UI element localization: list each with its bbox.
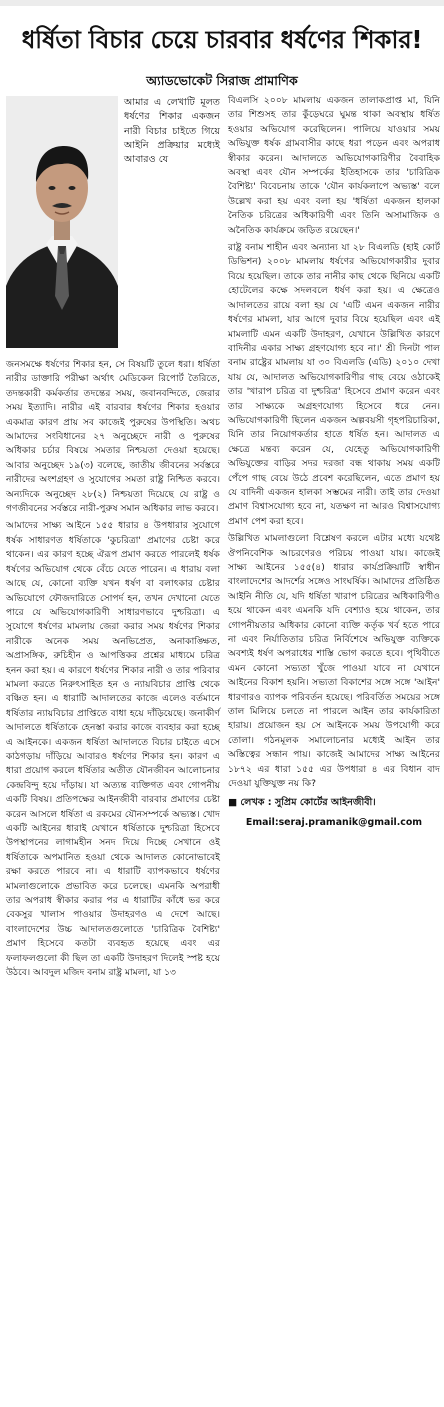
paragraph: আমাদের সাক্ষ্য আইনে ১৫৫ ধারার ৪ উপধারার সুযোগে ধর্ষক সাধারণত ধর্ষিতাকে 'কুচরিত্রা' প্রমাণের চেষ্টা করে থাকেন। এর কারণ হচ্ছে ঐরূপ প্রমাণ করতে পারলেই ধর্ষক ধর্ষণের অভিযোগ থেকে বেঁচে যেতে পারেন। এ ধারায় বলা আছে যে, কোনো ব্যক্তি যখন ধর্ষণ বা বলাৎকার চেষ্টার অভিযোগে ফৌজদারিতে সোপর্দ হন, তখন দেখানো যেতে পারে যে অভিযোগকারিণী সাধারণভাবে দুশ্চরিত্রা। এ সুযোগে ধর্ষণের মামলায় জেরা করার সময় ধর্ষণের শিকার নারীকে অনেক সময় অনভিপ্রেত, অনাকাঙ্ক্ষিত, অপ্রাসঙ্গিক, রুচিহীন ও আপত্তিকর প্রশ্নের মাধ্যমে চরিত্র হনন করা হয়। এ কারণে ধর্ষণের শিকার নারী ও তার পরিবার মামলা করতে নিরুৎসাহিত হন ও ন্যায়বিচার প্রাপ্তি থেকে বঞ্চিত হন। এ ধারাটি আদালতের কাজে এলেও বর্তমানে ধর্ষিতার ন্যায়বিচার প্রাপ্তিতে বাধা হয়ে দাঁড়িয়েছে। জনাকীর্ণ আদালতে ধর্ষিতাকে হেনস্তা করার কাজে ব্যবহার করা হচ্ছে এ আইনকে। একজন ধর্ষিতা আদালতে বিচার চাইতে এসে কাঠগড়ায় দাঁড়িয়ে আবারও ধর্ষণের শিকার হন। কারণ এ ধারা প্রয়োগ করলে ধর্ষিতার অতীত যৌনজীবন আলোচনার কেন্দ্রবিন্দু হয়ে দাঁড়ায়। যা অত্যন্ত ব্যক্তিগত এবং গোপনীয় একটি বিষয়। প্রতিপক্ষের আইনজীবী বারবার প্রমাণের চেষ্টা করেন আসলে ধর্ষিতা এ রকমের যৌনসম্পর্কে অভ্যস্ত। খোদ একটি আইনের ধারাই যেখানে ধর্ষিতাকে দুশ্চরিত্রা হিসেবে উপস্থাপনের লাগামহীন সনদ দিয়ে দিচ্ছে সেখানে ওই ধর্ষিতাকে অপমানিত হওয়া থেকে আদালত কোনোভাবেই রক্ষা করতে পারবে না। এ ধারাটি ব্যাপকভাবে ধর্ষণের মামলাগুলোকে প্রভাবিত করে চলেছে। এমনকি অপরাধী তার অপরাধ স্বীকার করার পর এ ধারাটির কাঁধে ভর করে বেকসুর খালাস পাওয়ার উদাহরণও এ দেশে আছে। বাংলাদেশের উচ্চ আদালতগুলোতে 'চারিত্রিক বৈশিষ্ট্য' প্রমাণ হিসেবে কতটা ব্যবহৃত হয়েছে এবং এর ফলাফলগুলো কী ছিল তা একটি উদাহরণ দিলেই স্পষ্ট হয়ে উঠবে। আবদুল মজিদ বনাম রাষ্ট্র মামলা, যা ১৩	[6, 520, 220, 979]
author-note: ■ লেখক : সুপ্রিম কোর্টের আইনজীবী।	[228, 796, 376, 808]
paragraph: উল্লিখিত মামলাগুলো বিশ্লেষণ করলে এটার মধ্যে যথেষ্ট ঔপনিবেশিক আচরণেরও পরিচয় পাওয়া যায়। কাজেই সাক্ষ্য আইনের ১৫৫(৪) ধারার কার্যপ্রক্রিয়াটি স্বাধীন বাংলাদেশের আদর্শের সঙ্গেও সাংঘর্ষিক। আমাদের প্রতিষ্ঠিত আইনি নীতি যে, যদি ধর্ষিতা খারাপ চরিত্রের অধিকারিণীও হয়ে থাকেন এবং এমনকি যদি বেশ্যাও হয়ে থাকেন, তার গোপনীয়তার অধিকার কোনো ব্যক্তি কর্তৃক খর্ব হতে পারে না এবং নির্যাতিতার চরিত্র নির্বিশেষে অভিযুক্ত ব্যক্তিকে অবশ্যই ধর্ষণ অপরাধের শাস্তি ভোগ করতে হবে। পৃথিবীতে এমন কোনো সভ্যতা খুঁজে পাওয়া যাবে না যেখানে আইনের বিকাশ হয়নি। সভ্যতা বিকাশের সঙ্গে সঙ্গে 'আইন' ধারণারও ব্যাপক পরিবর্তন হয়েছে। পরিবর্তিত সময়ের সঙ্গে তাল মিলিয়ে চলতে না পারলে আইন তার কার্যকারিতা হারায়। প্রয়োজন হয় সে আইনকে সময় উপযোগী করে তোলা। গঠনমূলক সমালোচনার মধ্যেই আইন তার অস্তিত্বের সন্ধান পায়। কাজেই আমাদের সাক্ষ্য আইনের ১৮৭২ এর ধারা ১৫৫ এর উপধারা ৪ এর বিধান বাদ দেওয়া যুক্তিযুক্ত নয় কি?	[228, 533, 440, 790]
author-photo	[6, 96, 118, 348]
paragraph: রাষ্ট্র বনাম শাহীন এবং অন্যান্য যা ২৮ বিএলডি (হাই কোর্ট ডিভিশন) ২০০৮ মামলায় ধর্ষণের অভিযোগকারীর দুবার বিয়ে হয়েছিল। তাকে তার নানীর কাছ থেকে ছিনিয়ে একটি হোটেলের কক্ষে সদলবলে ধর্ষণ করা হয়। এ ক্ষেত্রেও আদালতের রায়ে বলা হয় যে 'এটি এমন একজন নারীর ধর্ষণের মামলা, যার আগে দুবার বিয়ে হয়েছিল এবং এই মামলাটি এমন একটি উদাহরণ, যেখানে উল্লিখিত কারণে বাদিনীর একার সাক্ষ্য গ্রহণযোগ্য হবে না।' শ্রী দিনটা পাল বনাম রাষ্ট্রের মামলায় যা ৩০ বিএলডি (এডি) ২০১০ দেখা যায় যে, আদালত অভিযোগকারিণীর গাছ বেয়ে ওঠাকেই তার 'খারাপ চরিত্র বা দুশ্চরিত্র' হিসেবে প্রমাণ করেন এবং তার সাক্ষ্যকে অগ্রহণযোগ্য হিসেবে ধরে নেন। অভিযোগকারিণী ছিলেন একজন অল্পবয়সী গৃহপরিচারিকা, যিনি তার নিয়োগকর্তার হাতে ধর্ষিত হন। আদালত এ ক্ষেত্রে মন্তব্য করেন যে, যেহেতু অভিযোগকারিণী অভিযুক্তের বাড়ির সদর দরজা বন্ধ থাকায় সময় একটি পেঁপে গাছ বেয়ে উঠে প্রবেশ করেছিলেন, এতে প্রমাণ হয় যে বাদিনী একজন হালকা সম্ভমের নারী। তাই তার দেওয়া প্রমাণ বিশ্বাসযোগ্য হবে না, যতক্ষণ না আরও বিশ্বাসযোগ্য প্রমাণ পেশ করা হবে।	[228, 242, 440, 527]
article-right-column	[228, 94, 440, 1374]
author-byline: অ্যাডভোকেট সিরাজ প্রামাণিক	[146, 73, 298, 88]
article-intro	[124, 96, 220, 356]
author-email: Email:seraj.pramanik@gmail.com	[245, 816, 423, 828]
intro-text: আমার এ লেখাটি মূলত ধর্ষণের শিকার একজন নারী বিচার চাইতে গিয়ে আইনি প্রক্রিয়ার মধ্যেই আবারও যে	[124, 97, 220, 166]
article-left-column	[6, 358, 220, 1398]
paragraph: জনসমক্ষে ধর্ষণের শিকার হন, সে বিষয়টি তুলে ধরা। ধর্ষিতা নারীর ডাক্তারি পরীক্ষা অর্থাৎ মেডিকেল রিপোর্ট তৈরিতে, তদন্তকারী কর্মকর্তার তদন্তের সময়, জবানবন্দিতে, জেরার সময় ইত্যাদি। নারীর এই বারবার ধর্ষণের শিকার হওয়ার একমাত্র কারণ প্রায় সব কাজেই পুরুষের উপস্থিতি। অথচ আমাদের সংবিধানের ২৭ অনুচ্ছেদে নারী ও পুরুষের অধিকার চর্চার বিষয়ে সমতার নিশ্চয়তা দেওয়া হয়েছে। আবার অনুচ্ছেদ ১৯(৩) বলেছে, জাতীয় জীবনের সর্বস্তরে নারীদের অংশগ্রহণ ও সুযোগের সমতা রাষ্ট্র নিশ্চিত করবে। অন্যদিকে অনুচ্ছেদ ২৮(২) নিশ্চয়তা দিয়েছে যে রাষ্ট্র ও গণজীবনের সর্বস্তরে নারী-পুরুষ সমান অধিকার লাভ করবে।	[6, 359, 220, 515]
paragraph: বিএলসি ২০০৮ মামলায় একজন তালাকপ্রাপ্ত মা, যিনি তার শিশুসহ তার কুঁড়েঘরে ঘুমন্ত থাকা অবস্থায় ধর্ষিত হওয়ার অভিযোগ করেছিলেন। পালিয়ে যাওয়ার সময় অভিযুক্ত ধর্ষক গ্রামবাসীর কাছে ধরা পড়েন এবং অপরাধ স্বীকার করেন। আদালতে অভিযোগকারিণীর বৈবাহিক অবস্থা এবং যৌন সম্পর্কের ইতিহাসকে তার 'চারিত্রিক বৈশিষ্ট্য' বিবেচনায় তাকে 'যৌন কার্যকলাপে অভ্যস্ত' বলে উল্লেখ করা হয় এবং বলা হয় 'ধর্ষিতা একজন হালকা নৈতিক চরিত্রের অধিকারিণী এবং তিনি অসামাজিক ও অনৈতিক কার্যক্রমে জড়িত রয়েছেন।'	[228, 95, 440, 236]
article-headline: ধর্ষিতা বিচার চেয়ে চারবার ধর্ষণের শিকার!	[21, 25, 423, 54]
top-page-strip	[0, 0, 444, 6]
